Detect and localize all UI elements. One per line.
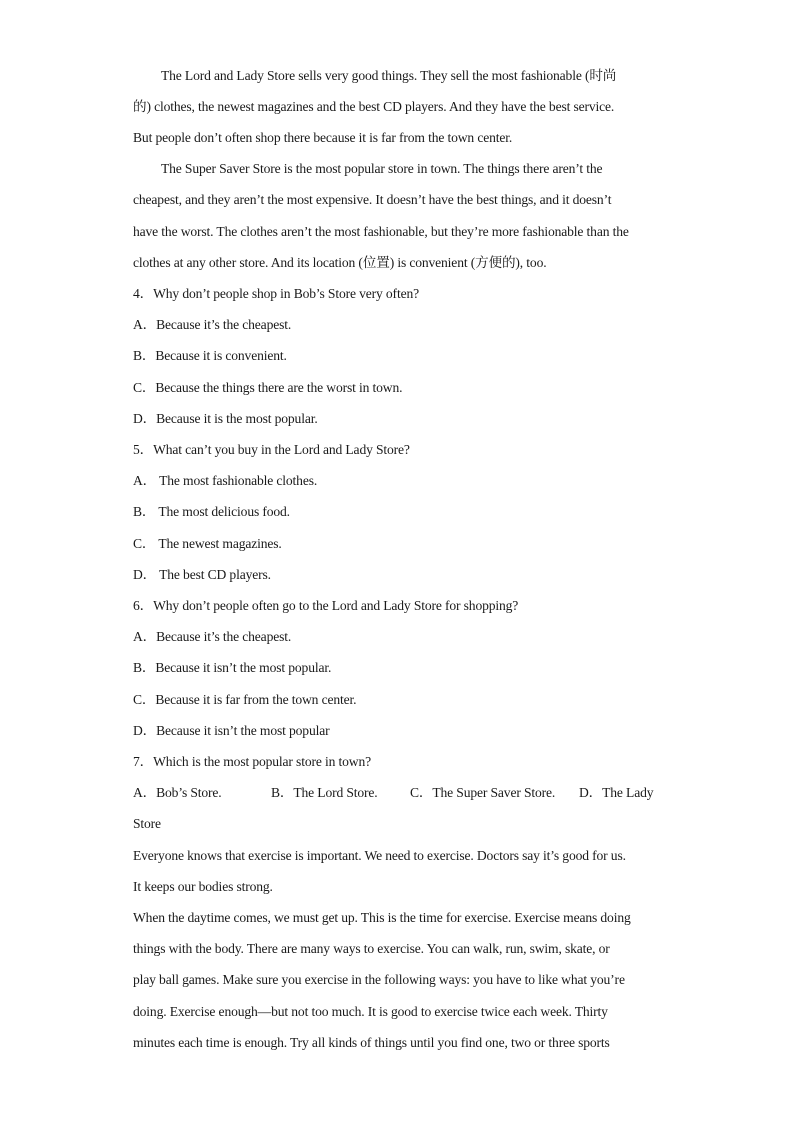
answer-option: D．Because it isn’t the most popular: [133, 723, 330, 738]
answer-option: A． The most fashionable clothes.: [133, 473, 318, 488]
passage-a-line: The Lord and Lady Store sells very good things. They sell the most fashionable (时尚: [161, 68, 617, 83]
answer-option: D．Because it is the most popular.: [133, 411, 318, 426]
passage-a-line: have the worst. The clothes aren’t the most fashionable, but they’re more fashionable than the: [133, 224, 629, 239]
answer-option: A．Bob’s Store.: [133, 785, 222, 800]
passage-b-line: doing. Exercise enough—but not too much. It is good to exercise twice each week. Thirty: [133, 1004, 608, 1019]
answer-option: D．The Lady: [579, 785, 654, 800]
answer-option: B．Because it is convenient.: [133, 348, 287, 363]
passage-b-line: Everyone knows that exercise is important. We need to exercise. Doctors say it’s good for us.: [133, 848, 626, 863]
passage-a-line: cheapest, and they aren’t the most expensive. It doesn’t have the best things, and it doesn’t: [133, 192, 612, 207]
passage-b-line: When the daytime comes, we must get up. This is the time for exercise. Exercise means doing: [133, 910, 631, 925]
question-stem: 7．Which is the most popular store in town?: [133, 754, 371, 769]
passage-a-line: But people don’t often shop there because it is far from the town center.: [133, 130, 513, 145]
passage-b-line: minutes each time is enough. Try all kinds of things until you find one, two or three sports: [133, 1035, 610, 1050]
answer-option: C．Because the things there are the worst in town.: [133, 380, 403, 395]
answer-option: A．Because it’s the cheapest.: [133, 317, 292, 332]
passage-a-line: clothes at any other store. And its location (位置) is convenient (方便的), too.: [133, 255, 547, 270]
passage-b-line: play ball games. Make sure you exercise in the following ways: you have to like what you’re: [133, 972, 625, 987]
answer-option: C．Because it is far from the town center.: [133, 692, 357, 707]
answer-option: A．Because it’s the cheapest.: [133, 629, 292, 644]
passage-b-line: things with the body. There are many ways to exercise. You can walk, run, swim, skate, or: [133, 941, 610, 956]
answer-option: C．The Super Saver Store.: [410, 785, 556, 800]
answer-option: B．Because it isn’t the most popular.: [133, 660, 332, 675]
answer-option: B． The most delicious food.: [133, 504, 290, 519]
passage-a-line: The Super Saver Store is the most popular store in town. The things there aren’t the: [161, 161, 603, 176]
question-stem: 4．Why don’t people shop in Bob’s Store very often?: [133, 286, 419, 301]
answer-option: C． The newest magazines.: [133, 536, 282, 551]
question-stem: 5．What can’t you buy in the Lord and Lady Store?: [133, 442, 410, 457]
passage-b-line: It keeps our bodies strong.: [133, 879, 273, 894]
answer-options-row: [133, 783, 663, 803]
answer-option: D． The best CD players.: [133, 567, 271, 582]
passage-a-line: 的) clothes, the newest magazines and the best CD players. And they have the best service.: [133, 99, 615, 114]
answer-option-wrap: Store: [133, 816, 161, 831]
question-stem: 6．Why don’t people often go to the Lord and Lady Store for shopping?: [133, 598, 519, 613]
answer-option: B．The Lord Store.: [271, 785, 378, 800]
